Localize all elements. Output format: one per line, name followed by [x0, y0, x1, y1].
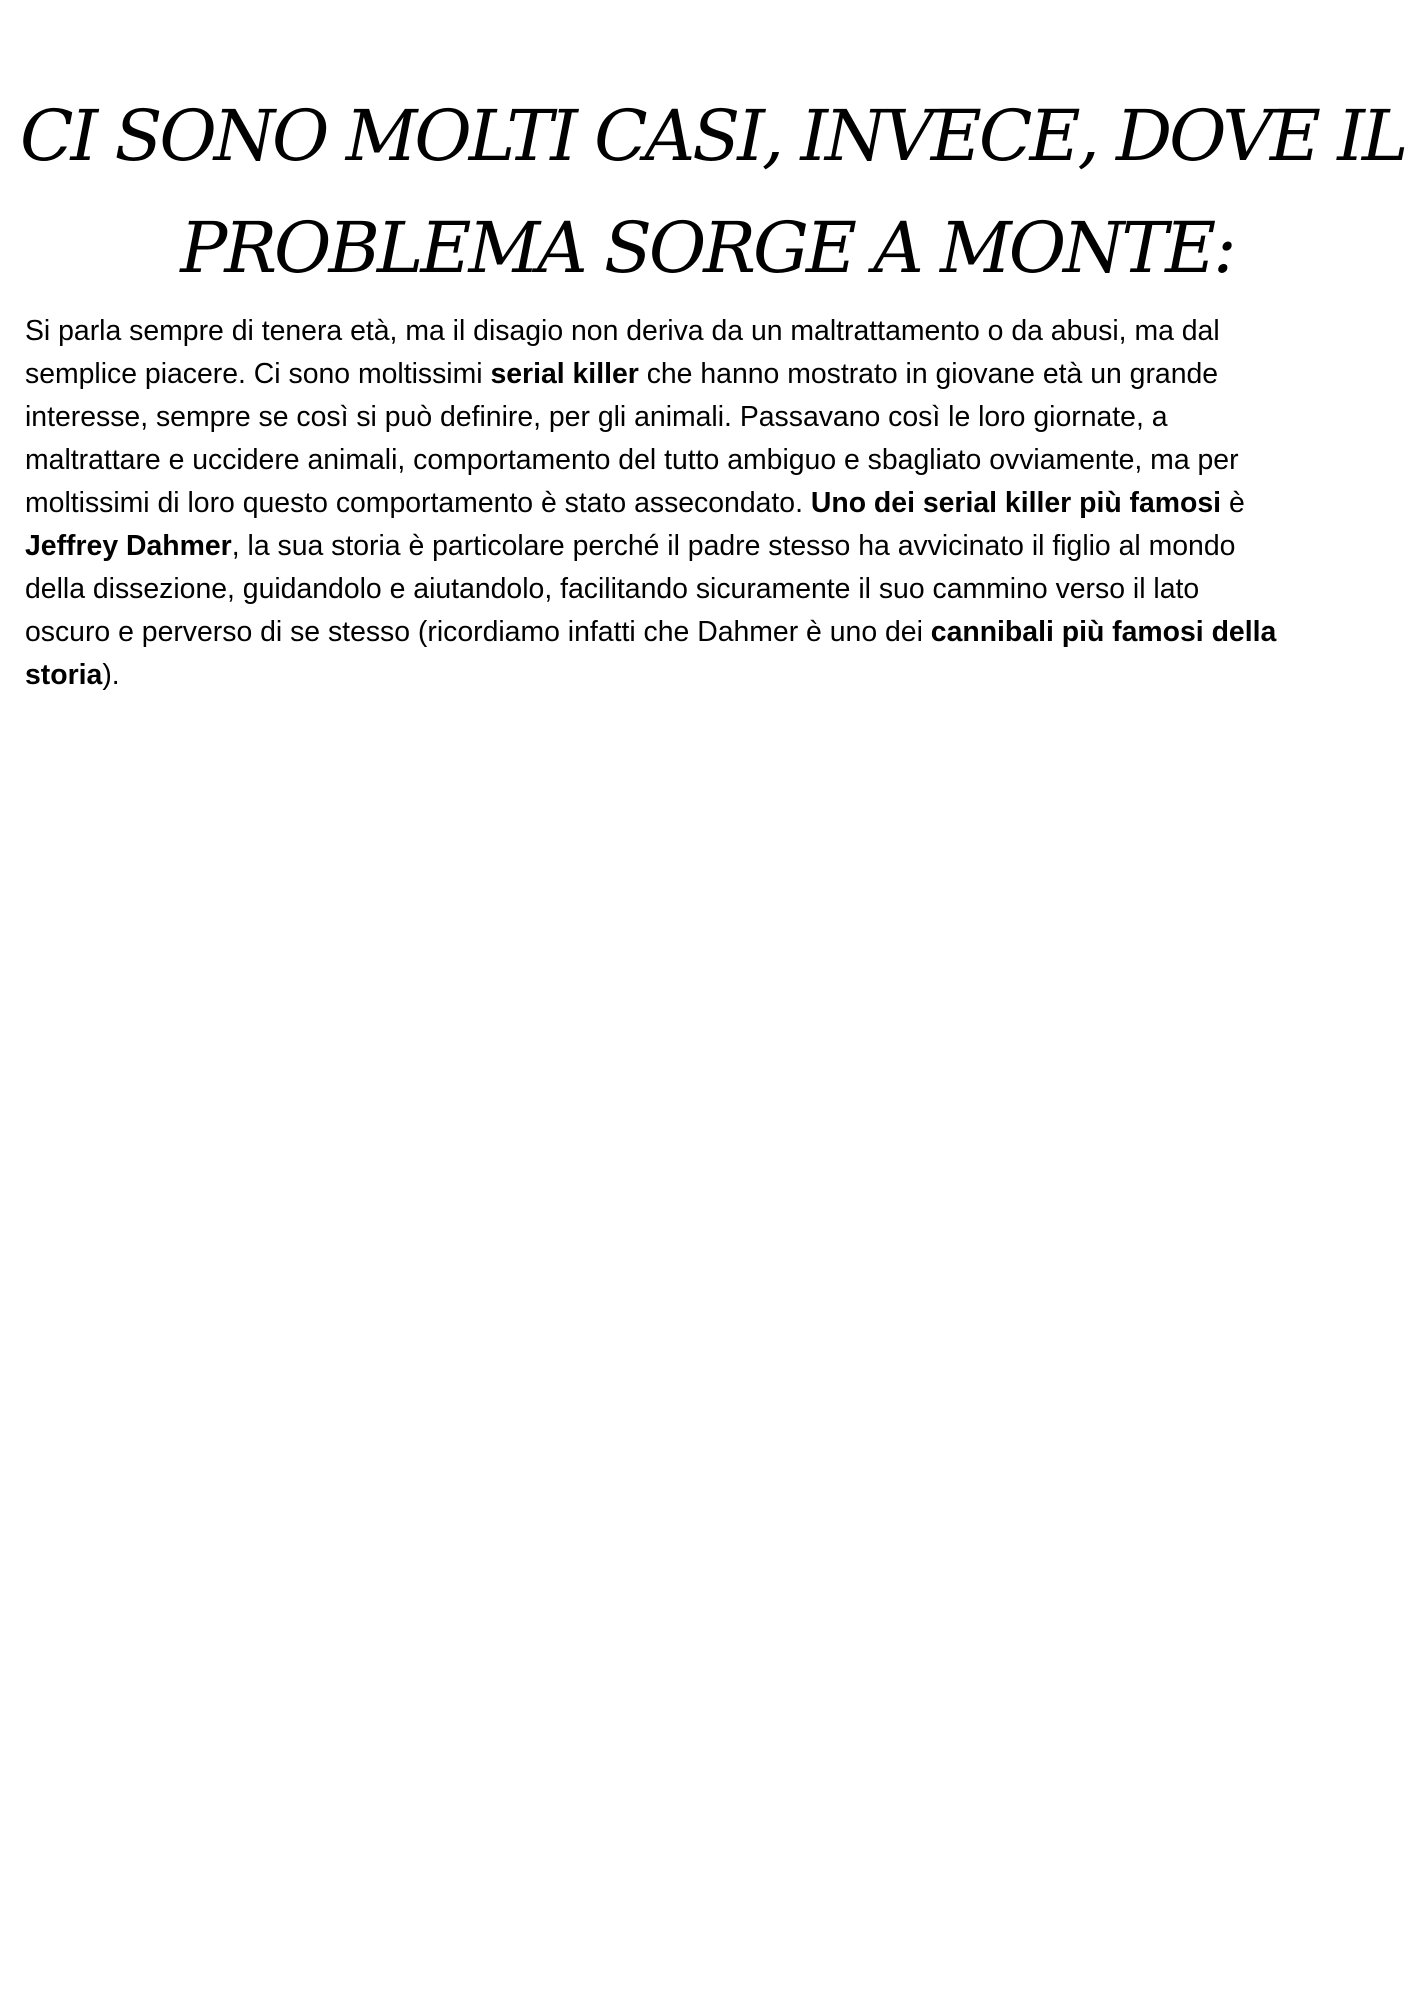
text-run: moltissimi di loro questo comportamento è stato assecondato. [25, 487, 811, 519]
text-run: maltrattare e uccidere animali, comportamento del tutto ambiguo e sbagliato ovviamente, ma per [25, 444, 1239, 476]
text-run: interesse, sempre se così si può definire, per gli animali. Passavano così le loro giornate, a [25, 401, 1168, 433]
paragraph-line [25, 611, 1395, 654]
paragraph-line [25, 439, 1395, 482]
paragraph-line [25, 525, 1395, 568]
paragraph-line [25, 396, 1395, 439]
body-paragraph [25, 310, 1395, 697]
title-line-1: CI SONO MOLTI CASI, INVECE, DOVE IL [20, 95, 1406, 177]
text-run: Si parla sempre di tenera età, ma il disagio non deriva da un maltrattamento o da abusi, ma dal [25, 315, 1220, 347]
text-run: oscuro e perverso di se stesso (ricordiamo infatti che Dahmer è uno dei [25, 616, 931, 648]
text-run: che hanno mostrato in giovane età un grande [638, 358, 1219, 390]
bold-text: cannibali più famosi della [930, 616, 1277, 648]
text-run: della dissezione, guidandolo e aiutandolo, facilitando sicuramente il suo cammino verso il lato [25, 573, 1200, 605]
page-title [20, 80, 1406, 304]
title-line-2: PROBLEMA SORGE A MONTE: [180, 207, 1234, 289]
paragraph-line [25, 310, 1395, 353]
bold-text: storia [25, 659, 103, 691]
bold-text: Jeffrey Dahmer [25, 530, 232, 562]
paragraph-line [25, 353, 1395, 396]
bold-text: serial killer [490, 358, 639, 390]
text-run: ). [102, 659, 120, 691]
bold-text: Uno dei serial killer più famosi [810, 487, 1222, 519]
text-run: semplice piacere. Ci sono moltissimi [25, 358, 491, 390]
paragraph-line [25, 482, 1395, 525]
text-run: è [1221, 487, 1245, 519]
paragraph-line [25, 654, 1395, 697]
paragraph-line [25, 568, 1395, 611]
text-run: , la sua storia è particolare perché il padre stesso ha avvicinato il figlio al mondo [231, 530, 1236, 562]
